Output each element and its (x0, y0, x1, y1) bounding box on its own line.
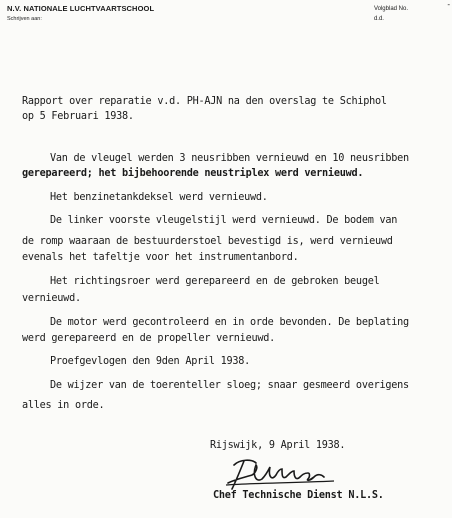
paragraph-2-line-1: Het benzinetankdeksel werd vernieuwd. (50, 192, 268, 203)
paragraph-5-line-1: De motor werd gecontroleerd en in orde bevonden. De beplating (50, 317, 409, 328)
signature-title: Chef Technische Dienst N.L.S. (213, 490, 384, 501)
paragraph-3-line-1: De linker voorste vleugelstijl werd vernieuwd. De bodem van (50, 215, 398, 226)
paragraph-7-line-1: De wijzer van de toerenteller sloeg; snaar gesmeerd overigens (50, 380, 409, 391)
paragraph-7-line-2: alles in orde. (22, 400, 105, 411)
paragraph-5-line-2: werd gerepareerd en de propeller vernieuwd. (22, 333, 275, 344)
report-title-line-2: op 5 Februari 1938. (22, 111, 134, 122)
paragraph-4-line-2: vernieuwd. (22, 293, 81, 304)
paragraph-1-line-1: Van de vleugel werden 3 neusribben vernieuwd en 10 neusribben (50, 153, 409, 164)
place-and-date: Rijswijk, 9 April 1938. (210, 440, 346, 451)
volgblad-label: Volgblad No. (373, 6, 408, 12)
paragraph-1-line-2: gerepareerd; het bijbehoorende neustriplex werd vernieuwd. (22, 168, 364, 179)
paragraph-4-line-1: Het richtingsroer werd gerepareerd en de gebroken beugel (50, 276, 380, 287)
paragraph-3-line-2: de romp waaraan de bestuurderstoel bevestigd is, werd vernieuwd (22, 236, 393, 247)
paragraph-6-line-1: Proefgevlogen den 9den April 1938. (50, 356, 251, 367)
reference-label: Schrijven aan: (7, 16, 42, 22)
corner-mark: - (447, 0, 450, 9)
handwritten-signature (222, 453, 352, 495)
organization-name: N.V. NATIONALE LUCHTVAARTSCHOOL (7, 4, 155, 13)
date-label: d.d. (373, 16, 384, 22)
report-title-line-1: Rapport over reparatie v.d. PH-AJN na den overslag te Schiphol (22, 96, 387, 107)
paragraph-3-line-3: evenals het tafeltje voor het instrumentanbord. (22, 252, 299, 263)
